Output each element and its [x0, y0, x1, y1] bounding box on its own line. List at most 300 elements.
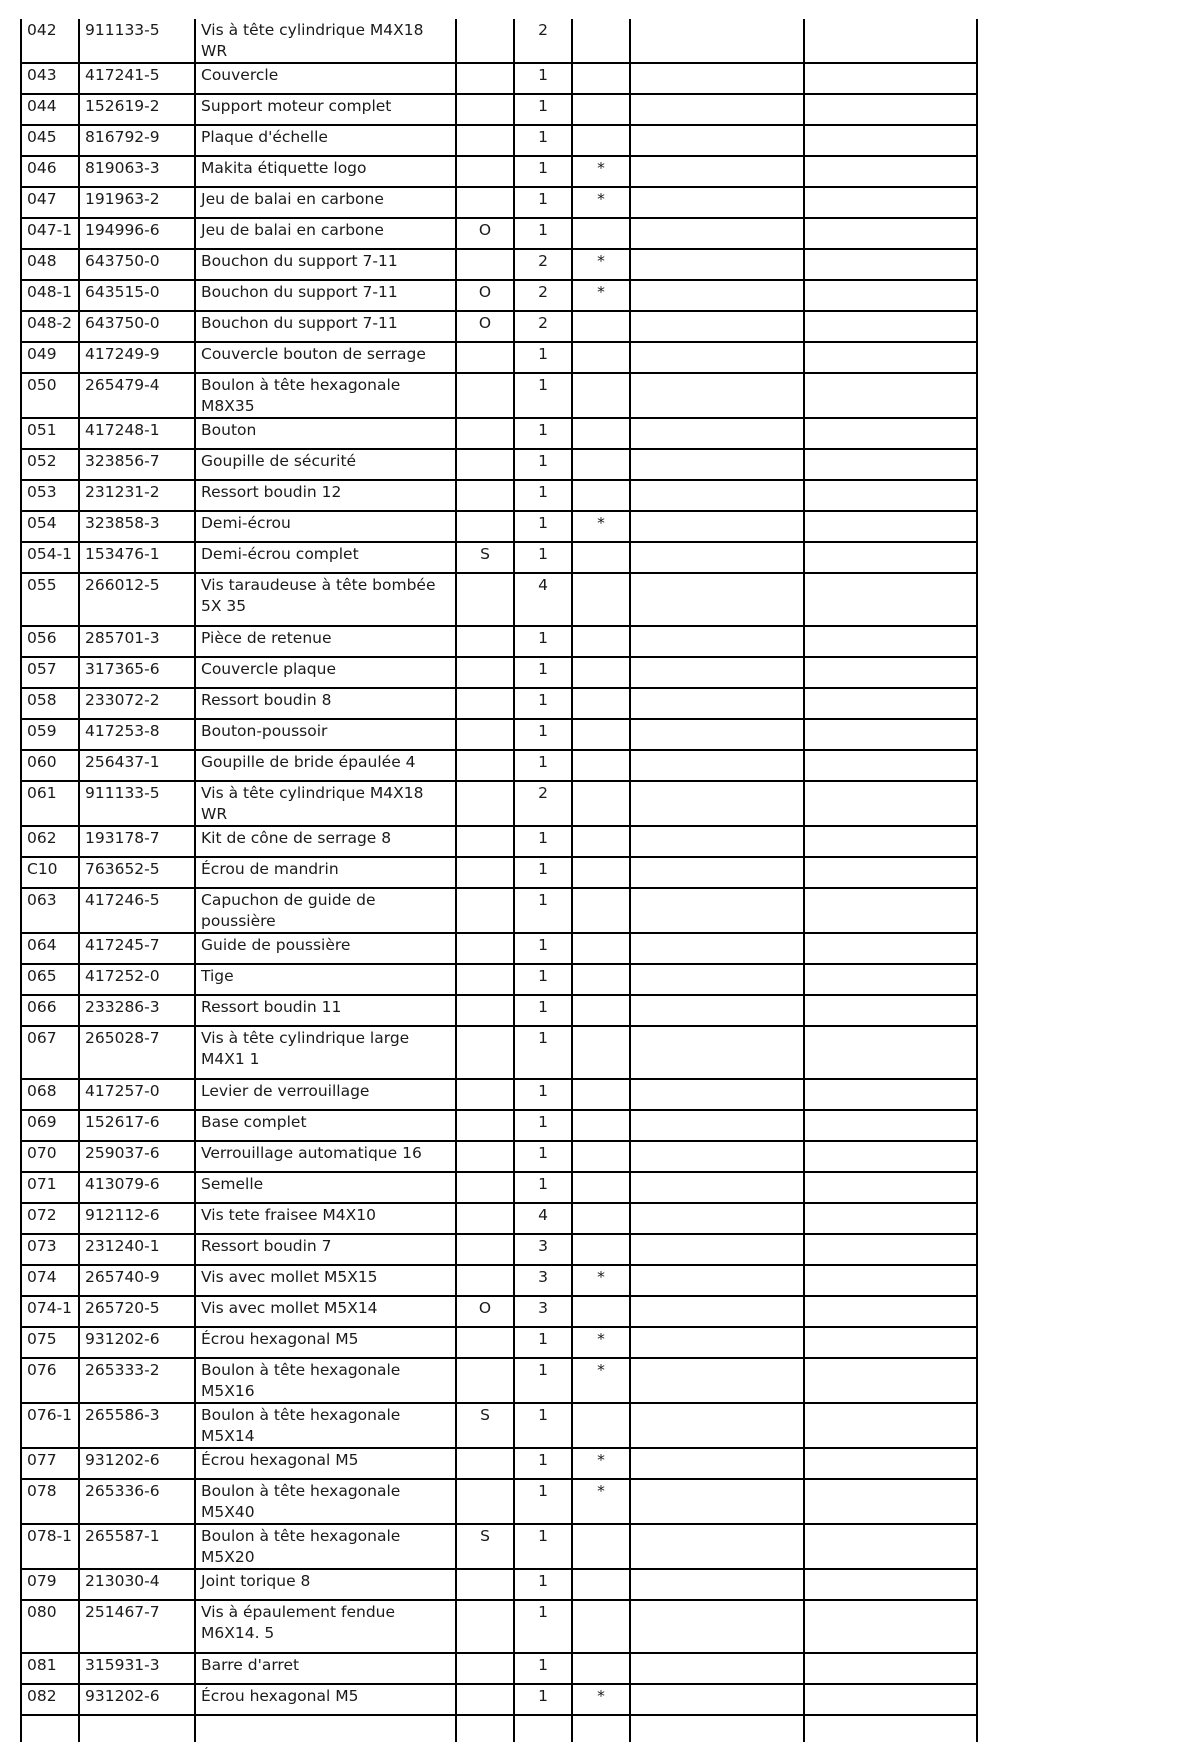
quantity-cell: 3 [514, 1265, 572, 1296]
item-number-cell: 057 [21, 657, 79, 688]
mark-cell [572, 857, 630, 888]
item-number-cell: 064 [21, 933, 79, 964]
part-number-cell: 323858-3 [79, 511, 195, 542]
mark-cell [572, 964, 630, 995]
note-cell [456, 94, 514, 125]
mark-cell [572, 19, 630, 63]
description-cell: Ressort boudin 11 [195, 995, 456, 1026]
note-cell [456, 1110, 514, 1141]
empty-cell [630, 1265, 804, 1296]
table-row [21, 1569, 977, 1600]
note-cell [456, 573, 514, 626]
table-row [21, 480, 977, 511]
note-cell [456, 719, 514, 750]
quantity-cell: 1 [514, 995, 572, 1026]
mark-cell [572, 125, 630, 156]
empty-cell [804, 1403, 977, 1448]
note-cell [456, 480, 514, 511]
part-number-cell: 265586-3 [79, 1403, 195, 1448]
note-cell [456, 249, 514, 280]
part-number-cell: 417252-0 [79, 964, 195, 995]
mark-cell [572, 1524, 630, 1569]
quantity-cell: 1 [514, 964, 572, 995]
mark-cell: * [572, 1327, 630, 1358]
empty-cell [630, 626, 804, 657]
empty-cell [630, 1234, 804, 1265]
table-row [21, 1203, 977, 1234]
empty-cell [630, 249, 804, 280]
note-cell: O [456, 218, 514, 249]
part-number-cell: 315931-3 [79, 1653, 195, 1684]
empty-cell [630, 63, 804, 94]
table-row [21, 1448, 977, 1479]
quantity-cell: 1 [514, 1569, 572, 1600]
description-cell: Bouchon du support 7-11 [195, 311, 456, 342]
mark-cell [572, 63, 630, 94]
empty-cell [804, 480, 977, 511]
description-cell: Tige [195, 964, 456, 995]
empty-cell [630, 156, 804, 187]
description-cell: Base complet [195, 1110, 456, 1141]
note-cell [456, 750, 514, 781]
empty-cell [804, 125, 977, 156]
quantity-cell: 1 [514, 1479, 572, 1524]
table-row [21, 750, 977, 781]
quantity-cell: 1 [514, 1448, 572, 1479]
quantity-cell: 1 [514, 1172, 572, 1203]
note-cell: O [456, 1296, 514, 1327]
part-number-cell: 323856-7 [79, 449, 195, 480]
table-row [21, 688, 977, 719]
mark-cell [572, 995, 630, 1026]
quantity-cell: 1 [514, 750, 572, 781]
part-number-cell: 265336-6 [79, 1479, 195, 1524]
empty-cell [804, 626, 977, 657]
description-cell: Ressort boudin 7 [195, 1234, 456, 1265]
quantity-cell: 1 [514, 933, 572, 964]
empty-cell [630, 1524, 804, 1569]
empty-cell [804, 1448, 977, 1479]
item-number-cell: C10 [21, 857, 79, 888]
quantity-cell: 1 [514, 542, 572, 573]
description-cell: Plaque d'échelle [195, 125, 456, 156]
item-number-cell: 076 [21, 1358, 79, 1403]
mark-cell: * [572, 511, 630, 542]
note-cell [456, 1600, 514, 1653]
description-cell: Jeu de balai en carbone [195, 218, 456, 249]
mark-cell [572, 342, 630, 373]
empty-cell [572, 1715, 630, 1742]
empty-cell [804, 1141, 977, 1172]
description-cell: Makita étiquette logo [195, 156, 456, 187]
part-number-cell: 417253-8 [79, 719, 195, 750]
part-number-cell: 191963-2 [79, 187, 195, 218]
table-row [21, 1600, 977, 1653]
part-number-cell: 256437-1 [79, 750, 195, 781]
item-number-cell: 048-2 [21, 311, 79, 342]
description-cell: Bouchon du support 7-11 [195, 280, 456, 311]
empty-cell [804, 781, 977, 826]
mark-cell: * [572, 187, 630, 218]
table-row [21, 1079, 977, 1110]
item-number-cell: 049 [21, 342, 79, 373]
description-cell: Pièce de retenue [195, 626, 456, 657]
quantity-cell: 1 [514, 1358, 572, 1403]
note-cell [456, 1172, 514, 1203]
table-row [21, 125, 977, 156]
quantity-cell: 1 [514, 373, 572, 418]
note-cell [456, 657, 514, 688]
quantity-cell: 1 [514, 218, 572, 249]
part-number-cell: 931202-6 [79, 1684, 195, 1715]
item-number-cell: 043 [21, 63, 79, 94]
empty-cell [630, 1653, 804, 1684]
note-cell: O [456, 280, 514, 311]
empty-cell [630, 1026, 804, 1079]
description-cell: Couvercle bouton de serrage [195, 342, 456, 373]
description-cell: Goupille de bride épaulée 4 [195, 750, 456, 781]
mark-cell [572, 826, 630, 857]
part-number-cell: 265587-1 [79, 1524, 195, 1569]
empty-cell [804, 888, 977, 933]
quantity-cell: 1 [514, 1684, 572, 1715]
mark-cell [572, 933, 630, 964]
description-cell: Écrou de mandrin [195, 857, 456, 888]
part-number-cell: 931202-6 [79, 1327, 195, 1358]
quantity-cell: 1 [514, 857, 572, 888]
empty-cell [630, 573, 804, 626]
mark-cell [572, 1569, 630, 1600]
part-number-cell: 643515-0 [79, 280, 195, 311]
empty-cell [804, 1079, 977, 1110]
quantity-cell: 2 [514, 311, 572, 342]
table-row [21, 1110, 977, 1141]
quantity-cell: 1 [514, 1600, 572, 1653]
part-number-cell: 152619-2 [79, 94, 195, 125]
table-row-empty [21, 1715, 977, 1742]
mark-cell: * [572, 1448, 630, 1479]
empty-cell [630, 1203, 804, 1234]
part-number-cell: 285701-3 [79, 626, 195, 657]
part-number-cell: 643750-0 [79, 311, 195, 342]
empty-cell [804, 1296, 977, 1327]
part-number-cell: 193178-7 [79, 826, 195, 857]
item-number-cell: 053 [21, 480, 79, 511]
table-row [21, 626, 977, 657]
empty-cell [804, 1234, 977, 1265]
table-row [21, 1653, 977, 1684]
empty-cell [804, 857, 977, 888]
empty-cell [804, 1479, 977, 1524]
description-cell: Boulon à tête hexagonale M5X20 [195, 1524, 456, 1569]
table-row [21, 418, 977, 449]
note-cell [456, 1234, 514, 1265]
item-number-cell: 069 [21, 1110, 79, 1141]
empty-cell [804, 373, 977, 418]
empty-cell [630, 1327, 804, 1358]
note-cell [456, 342, 514, 373]
note-cell [456, 63, 514, 94]
quantity-cell: 1 [514, 657, 572, 688]
table-row [21, 1358, 977, 1403]
empty-cell [804, 19, 977, 63]
part-number-cell: 413079-6 [79, 1172, 195, 1203]
empty-cell [195, 1715, 456, 1742]
description-cell: Jeu de balai en carbone [195, 187, 456, 218]
description-cell: Vis taraudeuse à tête bombée 5X 35 [195, 573, 456, 626]
empty-cell [804, 826, 977, 857]
note-cell: O [456, 311, 514, 342]
note-cell [456, 1358, 514, 1403]
empty-cell [804, 94, 977, 125]
empty-cell [630, 19, 804, 63]
item-number-cell: 047-1 [21, 218, 79, 249]
table-row [21, 156, 977, 187]
note-cell [456, 1203, 514, 1234]
parts-table-body [21, 19, 977, 1742]
empty-cell [804, 1715, 977, 1742]
empty-cell [804, 1684, 977, 1715]
item-number-cell: 067 [21, 1026, 79, 1079]
note-cell: S [456, 1524, 514, 1569]
empty-cell [804, 249, 977, 280]
empty-cell [630, 1079, 804, 1110]
mark-cell [572, 657, 630, 688]
empty-cell [630, 311, 804, 342]
description-cell: Demi-écrou complet [195, 542, 456, 573]
empty-cell [804, 311, 977, 342]
description-cell: Boulon à tête hexagonale M5X40 [195, 1479, 456, 1524]
quantity-cell: 2 [514, 781, 572, 826]
quantity-cell: 2 [514, 249, 572, 280]
table-row [21, 63, 977, 94]
mark-cell [572, 888, 630, 933]
item-number-cell: 061 [21, 781, 79, 826]
note-cell [456, 1653, 514, 1684]
empty-cell [79, 1715, 195, 1742]
quantity-cell: 1 [514, 1079, 572, 1110]
item-number-cell: 042 [21, 19, 79, 63]
item-number-cell: 082 [21, 1684, 79, 1715]
quantity-cell: 1 [514, 719, 572, 750]
empty-cell [630, 480, 804, 511]
part-number-cell: 763652-5 [79, 857, 195, 888]
item-number-cell: 077 [21, 1448, 79, 1479]
mark-cell [572, 311, 630, 342]
quantity-cell: 4 [514, 1203, 572, 1234]
quantity-cell: 1 [514, 1110, 572, 1141]
description-cell: Écrou hexagonal M5 [195, 1327, 456, 1358]
part-number-cell: 194996-6 [79, 218, 195, 249]
description-cell: Bouchon du support 7-11 [195, 249, 456, 280]
item-number-cell: 050 [21, 373, 79, 418]
description-cell: Verrouillage automatique 16 [195, 1141, 456, 1172]
description-cell: Boulon à tête hexagonale M5X16 [195, 1358, 456, 1403]
note-cell [456, 125, 514, 156]
description-cell: Vis à épaulement fendue M6X14. 5 [195, 1600, 456, 1653]
quantity-cell: 1 [514, 1524, 572, 1569]
table-row [21, 933, 977, 964]
part-number-cell: 265740-9 [79, 1265, 195, 1296]
item-number-cell: 048-1 [21, 280, 79, 311]
table-row [21, 249, 977, 280]
empty-cell [804, 1327, 977, 1358]
mark-cell: * [572, 1265, 630, 1296]
empty-cell [804, 1653, 977, 1684]
empty-cell [630, 511, 804, 542]
table-row [21, 826, 977, 857]
description-cell: Kit de cône de serrage 8 [195, 826, 456, 857]
mark-cell: * [572, 280, 630, 311]
mark-cell [572, 781, 630, 826]
item-number-cell: 056 [21, 626, 79, 657]
part-number-cell: 643750-0 [79, 249, 195, 280]
mark-cell [572, 1203, 630, 1234]
empty-cell [804, 1600, 977, 1653]
empty-cell [630, 688, 804, 719]
description-cell: Guide de poussière [195, 933, 456, 964]
item-number-cell: 048 [21, 249, 79, 280]
description-cell: Demi-écrou [195, 511, 456, 542]
item-number-cell: 071 [21, 1172, 79, 1203]
mark-cell [572, 1172, 630, 1203]
table-row [21, 719, 977, 750]
item-number-cell: 078-1 [21, 1524, 79, 1569]
mark-cell: * [572, 1479, 630, 1524]
item-number-cell: 045 [21, 125, 79, 156]
empty-cell [804, 995, 977, 1026]
part-number-cell: 912112-6 [79, 1203, 195, 1234]
item-number-cell: 073 [21, 1234, 79, 1265]
note-cell [456, 826, 514, 857]
empty-cell [630, 1141, 804, 1172]
empty-cell [804, 964, 977, 995]
item-number-cell: 066 [21, 995, 79, 1026]
empty-cell [630, 857, 804, 888]
empty-cell [804, 342, 977, 373]
empty-cell [630, 1448, 804, 1479]
note-cell [456, 1569, 514, 1600]
quantity-cell: 2 [514, 19, 572, 63]
mark-cell [572, 1234, 630, 1265]
empty-cell [630, 94, 804, 125]
item-number-cell: 044 [21, 94, 79, 125]
empty-cell [630, 418, 804, 449]
description-cell: Vis à tête cylindrique M4X18 WR [195, 781, 456, 826]
description-cell: Vis à tête cylindrique M4X18 WR [195, 19, 456, 63]
quantity-cell: 1 [514, 1026, 572, 1079]
mark-cell [572, 1296, 630, 1327]
item-number-cell: 072 [21, 1203, 79, 1234]
quantity-cell: 1 [514, 480, 572, 511]
mark-cell [572, 1079, 630, 1110]
mark-cell: * [572, 1684, 630, 1715]
empty-cell [804, 933, 977, 964]
part-number-cell: 417245-7 [79, 933, 195, 964]
description-cell: Bouton [195, 418, 456, 449]
item-number-cell: 076-1 [21, 1403, 79, 1448]
empty-cell [804, 1203, 977, 1234]
empty-cell [804, 1265, 977, 1296]
quantity-cell: 1 [514, 511, 572, 542]
table-row [21, 280, 977, 311]
description-cell: Joint torique 8 [195, 1569, 456, 1600]
description-cell: Semelle [195, 1172, 456, 1203]
empty-cell [456, 1715, 514, 1742]
part-number-cell: 152617-6 [79, 1110, 195, 1141]
item-number-cell: 078 [21, 1479, 79, 1524]
empty-cell [804, 1172, 977, 1203]
description-cell: Vis avec mollet M5X14 [195, 1296, 456, 1327]
empty-cell [804, 750, 977, 781]
empty-cell [630, 888, 804, 933]
description-cell: Vis avec mollet M5X15 [195, 1265, 456, 1296]
empty-cell [630, 1684, 804, 1715]
quantity-cell: 1 [514, 156, 572, 187]
empty-cell [804, 187, 977, 218]
note-cell [456, 1684, 514, 1715]
note-cell [456, 1079, 514, 1110]
table-row [21, 342, 977, 373]
note-cell [456, 187, 514, 218]
note-cell [456, 19, 514, 63]
empty-cell [630, 781, 804, 826]
empty-cell [630, 657, 804, 688]
note-cell [456, 1026, 514, 1079]
note-cell [456, 888, 514, 933]
empty-cell [630, 342, 804, 373]
quantity-cell: 1 [514, 626, 572, 657]
note-cell [456, 626, 514, 657]
table-row [21, 187, 977, 218]
quantity-cell: 3 [514, 1296, 572, 1327]
empty-cell [804, 218, 977, 249]
part-number-cell: 417257-0 [79, 1079, 195, 1110]
note-cell [456, 933, 514, 964]
part-number-cell: 153476-1 [79, 542, 195, 573]
empty-cell [804, 1569, 977, 1600]
item-number-cell: 052 [21, 449, 79, 480]
quantity-cell: 1 [514, 418, 572, 449]
mark-cell [572, 449, 630, 480]
part-number-cell: 317365-6 [79, 657, 195, 688]
mark-cell [572, 688, 630, 719]
mark-cell [572, 1600, 630, 1653]
mark-cell [572, 1110, 630, 1141]
quantity-cell: 1 [514, 449, 572, 480]
item-number-cell: 046 [21, 156, 79, 187]
empty-cell [630, 187, 804, 218]
quantity-cell: 1 [514, 342, 572, 373]
empty-cell [630, 719, 804, 750]
note-cell [456, 418, 514, 449]
mark-cell: * [572, 249, 630, 280]
empty-cell [804, 1026, 977, 1079]
empty-cell [804, 573, 977, 626]
note-cell [456, 1327, 514, 1358]
part-number-cell: 931202-6 [79, 1448, 195, 1479]
mark-cell [572, 373, 630, 418]
table-row [21, 1172, 977, 1203]
empty-cell [804, 688, 977, 719]
table-row [21, 1403, 977, 1448]
part-number-cell: 265028-7 [79, 1026, 195, 1079]
note-cell [456, 1265, 514, 1296]
empty-cell [804, 542, 977, 573]
empty-cell [21, 1715, 79, 1742]
empty-cell [630, 449, 804, 480]
item-number-cell: 060 [21, 750, 79, 781]
